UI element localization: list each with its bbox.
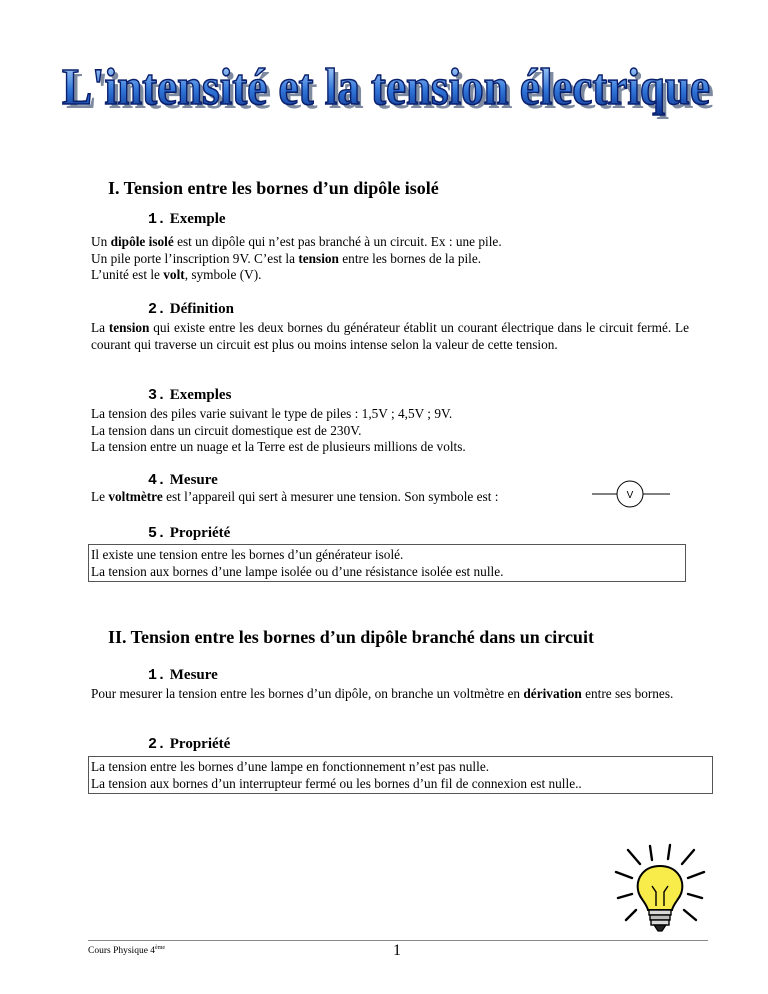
s1-sub3-label: Exemples (169, 387, 232, 403)
term-voltmetre: voltmètre (108, 489, 163, 504)
footer-divider (88, 940, 708, 941)
page-title-shadow: L'intensité et la tension électrique (66, 63, 714, 120)
s1-sub3-text (91, 406, 689, 456)
term-dipole-isole: dipôle isolé (110, 234, 174, 249)
s2-sub2-label: Propriété (169, 736, 231, 752)
s1-sub3-heading: 3. Exemples (148, 387, 232, 404)
list-item: La tension dans un circuit domestique est de 230V. (91, 422, 362, 438)
s1-sub4-heading: 4. Mesure (148, 472, 218, 489)
section-1-title: I. Tension entre les bornes d’un dipôle isolé (108, 178, 439, 198)
s1-sub4-label: Mesure (169, 472, 218, 488)
list-item: La tension entre un nuage et la Terre est de plusieurs millions de volts. (91, 439, 466, 454)
voltmeter-symbol-icon (592, 480, 670, 508)
s1-sub1-number: 1. (148, 211, 167, 228)
property-line: Il existe une tension entre les bornes d’un générateur isolé. (91, 547, 404, 562)
property-line: La tension aux bornes d’un interrupteur fermé ou les bornes d’un fil de connexion est nulle.. (91, 775, 582, 791)
footer-course-label: Cours Physique 4ème (88, 945, 166, 957)
list-item: La tension des piles varie suivant le type de piles : 1,5V ; 4,5V ; 9V. (91, 406, 453, 421)
voltmeter-symbol-letter: V (626, 490, 634, 501)
page-title (40, 52, 728, 124)
term-tension-def: tension (108, 320, 150, 335)
term-tension: tension (298, 250, 339, 266)
term-derivation: dérivation (523, 686, 582, 701)
term-volt: volt (163, 267, 185, 282)
s2-sub2-heading: 2. Propriété (148, 736, 231, 753)
section-2-title: II. Tension entre les bornes d’un dipôle branché dans un circuit (108, 627, 594, 647)
page-title-text: L'intensité et la tension électrique (62, 59, 710, 116)
s2-sub1-heading: 1. Mesure (148, 667, 218, 684)
property-line: La tension aux bornes d’une lampe isolée ou d’une résistance isolée est nulle. (91, 563, 504, 579)
s1-sub1-heading (148, 210, 226, 229)
s1-sub1-text: Un dipôle isolé est un dipôle qui n’est pas branché à un circuit. Ex : une pile. Un pile porte l’inscription 9V. C’est la tension entre les bornes de la pile. L’unité est le volt, symbole (V). (91, 234, 502, 282)
s1-sub2-heading: 2. Définition (148, 301, 234, 318)
s2-sub1-label: Mesure (169, 667, 218, 683)
light-bulb-icon (612, 842, 708, 938)
s1-sub2-label: Définition (169, 301, 234, 317)
property-line: La tension entre les bornes d’une lampe en fonctionnement n’est pas nulle. (91, 759, 490, 774)
s2-property-box (88, 756, 713, 794)
s1-sub5-heading: 5. Propriété (148, 525, 231, 542)
s1-sub1-label: Exemple (169, 211, 226, 227)
page-number: 1 (393, 942, 401, 959)
s2-sub1-text: Pour mesurer la tension entre les bornes d’un dipôle, on branche un voltmètre en dérivation entre ses bornes. (91, 686, 674, 701)
s1-sub4-text: Le voltmètre est l’appareil qui sert à mesurer une tension. Son symbole est : (91, 489, 499, 504)
s1-sub2-text: La tension qui existe entre les deux bornes du générateur établit un courant électrique dans le circuit fermé. Le courant qui traverse un circuit est plus ou moins intense selon la valeur de cette tension. (91, 320, 689, 352)
s1-property-box (88, 544, 686, 582)
s1-sub5-label: Propriété (169, 525, 231, 541)
